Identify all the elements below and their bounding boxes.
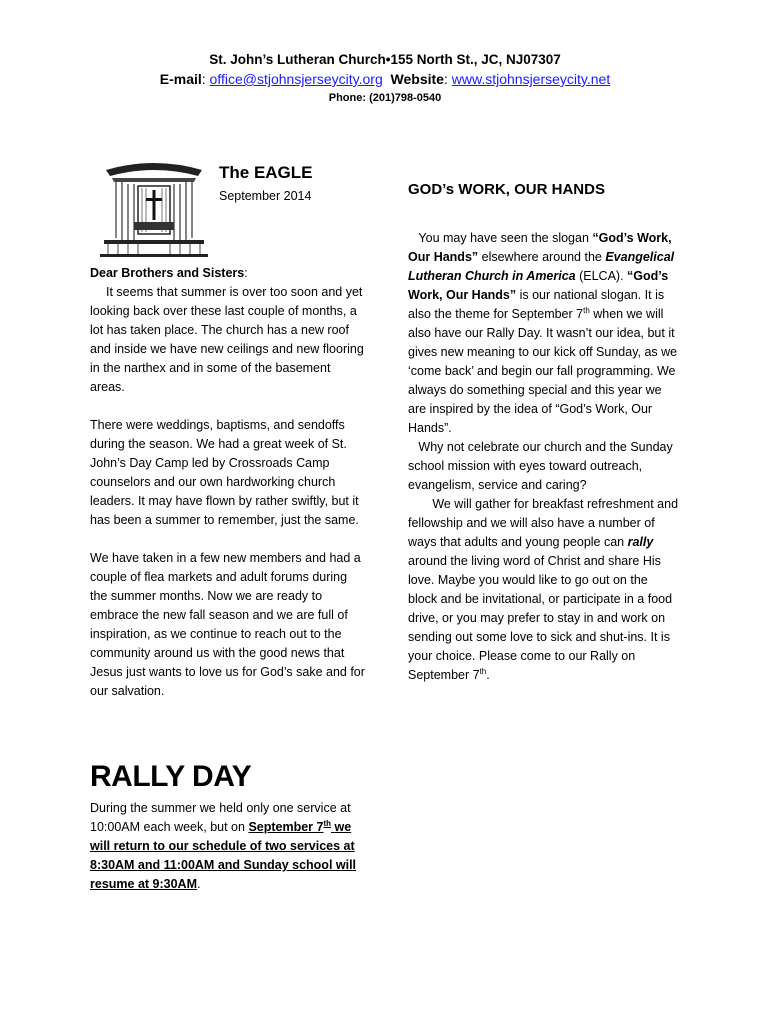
letter-paragraph-2: There were weddings, baptisms, and sendoffs during the season. We had a great week of St. John’s Day Camp led by Crossroads Camp counselors and our own hardworking church leaders. It may have flown by rather swiftly, but it has been a summer to remember, just the same. (90, 418, 359, 527)
gw-text-b1: Why not celebrate our church and the Sunday school mission with eyes toward outreach, evangelism, service and caring? (408, 440, 673, 492)
letter-paragraph-1: It seems that summer is over too soon and yet looking back over these last couple of months, a lot has taken place. The church has a new roof and inside we have new ceilings and new flooring in the narthex and in some of the basement areas. (90, 285, 364, 394)
gw-text-c1: We will gather for breakfast refreshment and fellowship and we will also have a number of ways that adults and young people can (408, 497, 679, 549)
rally-intro: During the summer we held only one service at 10:00AM each week, but on (90, 801, 351, 834)
salutation-text: Dear Brothers and Sisters (90, 266, 245, 280)
gods-work-paragraph-2 (408, 438, 680, 495)
gods-work-heading: GOD’s WORK, OUR HANDS (408, 181, 605, 198)
gw-text-a8: when we will also have our Rally Day. It wasn’t our idea, but it gives new meaning to our kick off Sunday, as we ‘come back’ and begin our fall programming. We always do something special and this year we are inspired by the idea of “God’s Work, Our Hands”. (408, 307, 678, 435)
pastor-letter (90, 264, 365, 701)
gw-text-a3: elsewhere around the (478, 250, 606, 264)
website-link[interactable]: www.stjohnsjerseycity.net (451, 71, 611, 87)
gods-work-article (408, 229, 680, 685)
phone-number: Phone: (201)798-0540 (328, 92, 442, 104)
newsletter-date: September 2014 (219, 189, 312, 203)
gods-work-paragraph-3 (408, 495, 680, 685)
letter-paragraph-3: We have taken in a few new members and had a couple of flea markets and adult forums during the summer months. Now we are ready to embrace the new fall season and we are full of inspiration, as we continue to reach out to the community around us with the good news that Jesus just wants to love us for God’s sake and for our salvation. (90, 551, 365, 698)
gw-text-a1: You may have seen the slogan (418, 231, 593, 245)
newsletter-title: The EAGLE (219, 163, 313, 182)
website-label: Website (390, 71, 444, 87)
gw-text-c4: . (486, 668, 490, 682)
gw-text-c3: around the living word of Christ and share His love. Maybe you would like to go out on the block and be invitational, or participate in a food drive, or you may prefer to stay in and work on sending out some love to sick and shut-ins. It is your choice. Please come to our Rally on September 7 (408, 554, 673, 682)
rally-end: . (197, 877, 201, 891)
rally-schedule-b: we will return to our schedule of two services at 8:30AM and 11:00AM and Sunday school will resume at 9:30AM (90, 820, 357, 891)
gw-slogan-2: “God’s Work, Our Hands” (408, 269, 669, 302)
email-link[interactable]: office@stjohnsjerseycity.org (209, 71, 383, 87)
gw-sup-2: th (479, 666, 487, 676)
gw-rally-word: rally (627, 535, 654, 549)
contact-line: E-mail: office@stjohnsjerseycity.org Website: www.stjohnsjerseycity.net (159, 71, 611, 87)
gods-work-paragraph-1 (408, 229, 680, 438)
church-altar-illustration (98, 160, 210, 258)
gw-elca-name: Evangelical Lutheran Church in America (408, 250, 675, 283)
gw-text-a7: is our national slogan. It is also the theme for September 7 (408, 288, 665, 321)
rally-day-text (90, 799, 365, 894)
salutation-colon: : (244, 266, 248, 280)
letter-salutation (90, 264, 365, 283)
rally-schedule-a: September 7 (248, 820, 324, 834)
gw-sup-1: th (583, 305, 590, 315)
letterhead (0, 50, 770, 107)
rally-sup: th (323, 818, 332, 828)
rally-day-heading: RALLY DAY (90, 760, 252, 793)
gw-text-a5: (ELCA). (575, 269, 628, 283)
email-label: E-mail (159, 71, 202, 87)
gw-slogan-1: “God’s Work, Our Hands” (408, 231, 672, 264)
church-address: St. John’s Lutheran Church•155 North St., JC, NJ07307 (209, 52, 561, 67)
